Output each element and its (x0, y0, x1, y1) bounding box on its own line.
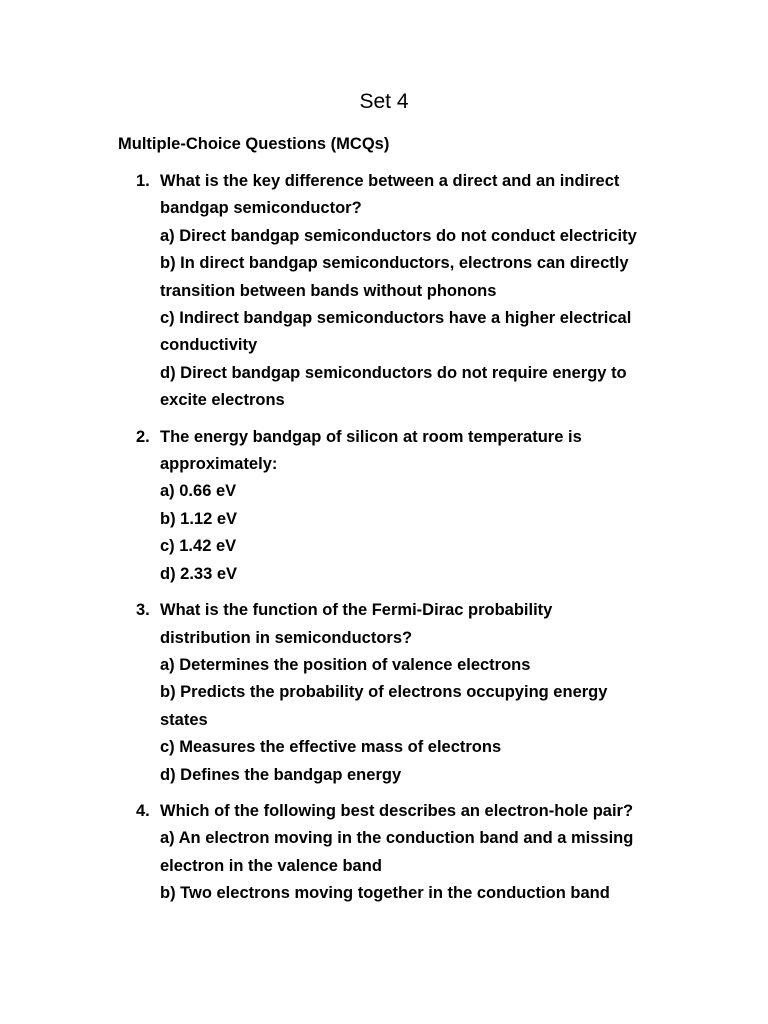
question-item (0, 168, 768, 415)
question-stem-line: approximately: (160, 455, 278, 474)
question-list (0, 168, 768, 917)
answer-option-line: c) Measures the effective mass of electrons (160, 738, 502, 757)
answer-option-line: b) Two electrons moving together in the conduction band (160, 884, 610, 903)
answer-option-line: c) 1.42 eV (160, 537, 237, 556)
answer-option-line: b) Predicts the probability of electrons occupying energy (160, 683, 608, 702)
question-item (0, 424, 768, 588)
question-stem-line: What is the key difference between a direct and an indirect (160, 172, 620, 190)
answer-option-line: conductivity (160, 336, 258, 355)
question-stem-line: What is the function of the Fermi-Dirac probability (160, 601, 553, 620)
answer-option-line: excite electrons (160, 391, 285, 410)
section-heading: Multiple-Choice Questions (MCQs) (118, 135, 390, 153)
answer-option-line: c) Indirect bandgap semiconductors have a higher electrical (160, 309, 632, 328)
answer-option-line: a) Determines the position of valence electrons (160, 655, 531, 674)
answer-option-line: a) Direct bandgap semiconductors do not conduct electricity (160, 226, 637, 245)
question-stem-line: bandgap semiconductor? (160, 199, 362, 218)
answer-option-line: d) Defines the bandgap energy (160, 765, 402, 784)
question-stem-line: distribution in semiconductors? (160, 628, 413, 647)
answer-option-line: electron in the valence band (160, 856, 382, 875)
answer-option-line: states (160, 710, 208, 729)
answer-option-line: d) 2.33 eV (160, 564, 238, 583)
question-item (0, 798, 768, 908)
answer-option-line: transition between bands without phonons (160, 281, 497, 300)
answer-option-line: b) 1.12 eV (160, 509, 238, 528)
question-stem-line: The energy bandgap of silicon at room temperature is (160, 427, 582, 446)
answer-option-line: b) In direct bandgap semiconductors, electrons can directly (160, 254, 629, 273)
question-number: 1. (136, 172, 150, 190)
question-stem-line: Which of the following best describes an electron-hole pair? (160, 801, 634, 820)
answer-option-line: a) An electron moving in the conduction band and a missing (160, 829, 634, 848)
answer-option-line: a) 0.66 eV (160, 482, 237, 501)
question-item (0, 597, 768, 789)
question-number: 3. (136, 601, 150, 620)
question-number: 2. (136, 427, 150, 446)
page-title: Set 4 (359, 90, 409, 113)
answer-option-line: d) Direct bandgap semiconductors do not require energy to (160, 363, 627, 382)
question-number: 4. (136, 801, 150, 820)
